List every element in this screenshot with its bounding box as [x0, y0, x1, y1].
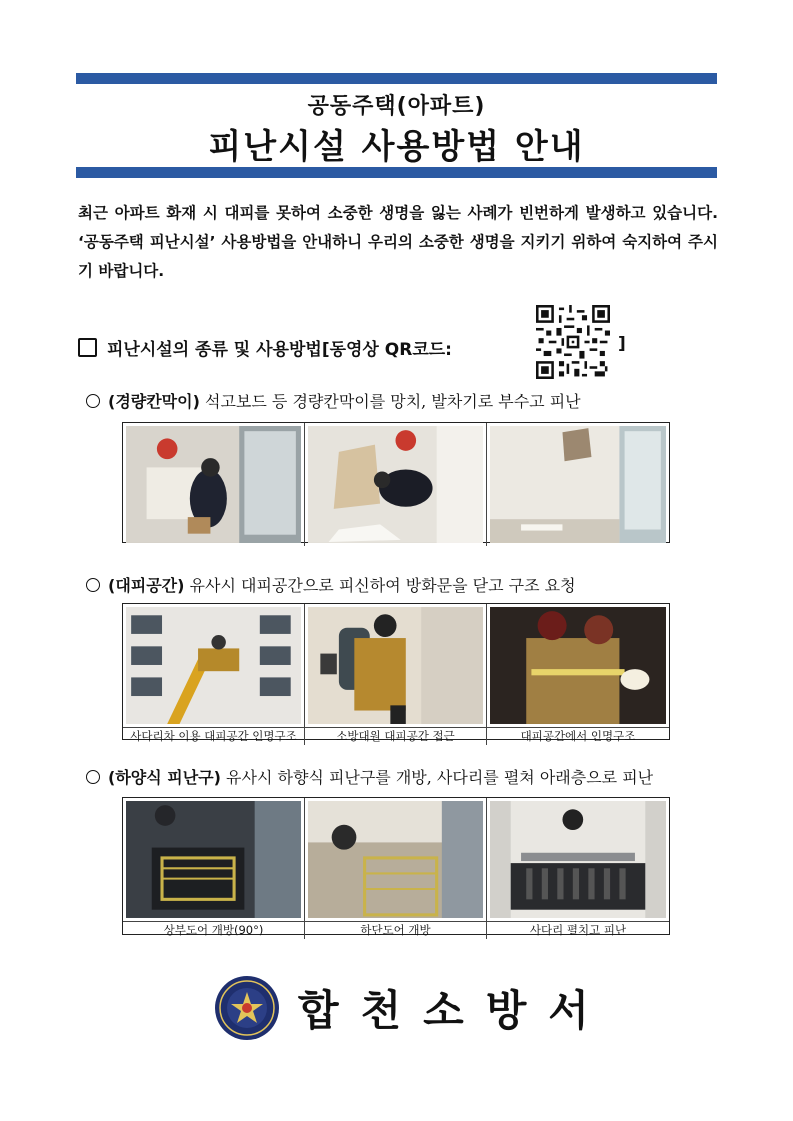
- photo-cell: [305, 798, 487, 939]
- photo-cell: [487, 798, 669, 939]
- circle-bullet-icon: [86, 770, 100, 784]
- photo-caption: 사다리 펼치고 피난: [487, 921, 669, 939]
- photo-ladder-truck-rescue: [126, 607, 301, 724]
- checkbox-icon: [78, 338, 97, 357]
- section-heading-close: ]: [618, 334, 626, 354]
- photo-cell: [123, 798, 305, 939]
- section-heading-label: 피난시설의 종류 및 사용방법[동영상 QR코드:: [107, 339, 452, 360]
- page-subtitle: 공동주택(아파트): [307, 94, 486, 119]
- photo-caption: 대피공간에서 인명구조: [487, 727, 669, 745]
- item-description: 석고보드 등 경량칸막이를 망치, 발차기로 부수고 피난: [205, 392, 581, 411]
- photo-caption: 상부도어 개방(90°): [123, 921, 304, 939]
- photo-table-refuge: [122, 603, 670, 743]
- item-description: 유사시 대피공간으로 피신하여 방화문을 닫고 구조 요청: [189, 576, 576, 595]
- photo-cell: [305, 604, 487, 745]
- photo-cell: [123, 604, 305, 745]
- page-title: 피난시설 사용방법 안내: [208, 127, 585, 167]
- photo-lower-door-open: [308, 801, 483, 918]
- item-heading-hatch: [86, 765, 653, 788]
- photo-firefighter-approach: [308, 607, 483, 724]
- item-heading-refuge: [86, 573, 576, 596]
- fire-station-seal-icon: [214, 975, 280, 1041]
- photo-kicking-partition: [308, 426, 483, 543]
- photo-table-hatch: [122, 797, 670, 935]
- photo-cell: [487, 604, 669, 745]
- photo-caption: 하단도어 개방: [305, 921, 486, 939]
- intro-paragraph: 최근 아파트 화재 시 대피를 못하여 소중한 생명을 잃는 사례가 빈번하게 발생하고 있습니다. ‘공동주택 피난시설’ 사용방법을 안내하니 우리의 소중한 생명을 지키기 위하여 숙지하여 주시기 바랍니다.: [78, 204, 718, 280]
- circle-bullet-icon: [86, 394, 100, 408]
- photo-upper-door-open: [126, 801, 301, 918]
- circle-bullet-icon: [86, 578, 100, 592]
- section-heading: [78, 334, 452, 360]
- photo-cell: [487, 423, 669, 546]
- item-heading-partition: [86, 389, 581, 412]
- photo-cell: [305, 423, 487, 546]
- item-title: (하양식 피난구): [108, 768, 221, 787]
- header-top-bar: [76, 73, 717, 84]
- fire-station-name: 합천소방서: [298, 986, 611, 1035]
- qr-code-icon[interactable]: [536, 305, 610, 379]
- photo-cell: [123, 423, 305, 546]
- item-title: (경량칸막이): [108, 392, 200, 411]
- item-description: 유사시 하향식 피난구를 개방, 사다리를 펼쳐 아래층으로 피난: [226, 768, 654, 787]
- photo-refuge-rescue: [490, 607, 666, 724]
- photo-breaking-partition: [126, 426, 301, 543]
- header-bottom-bar: [76, 167, 717, 178]
- photo-caption: 소방대원 대피공간 접근: [305, 727, 486, 745]
- photo-broken-partition: [490, 426, 666, 543]
- footer: [214, 975, 611, 1041]
- photo-ladder-deployed: [490, 801, 666, 918]
- photo-caption: 사다리차 이용 대피공간 인명구조: [123, 727, 304, 745]
- photo-table-partition: [122, 422, 670, 543]
- item-title: (대피공간): [108, 576, 185, 595]
